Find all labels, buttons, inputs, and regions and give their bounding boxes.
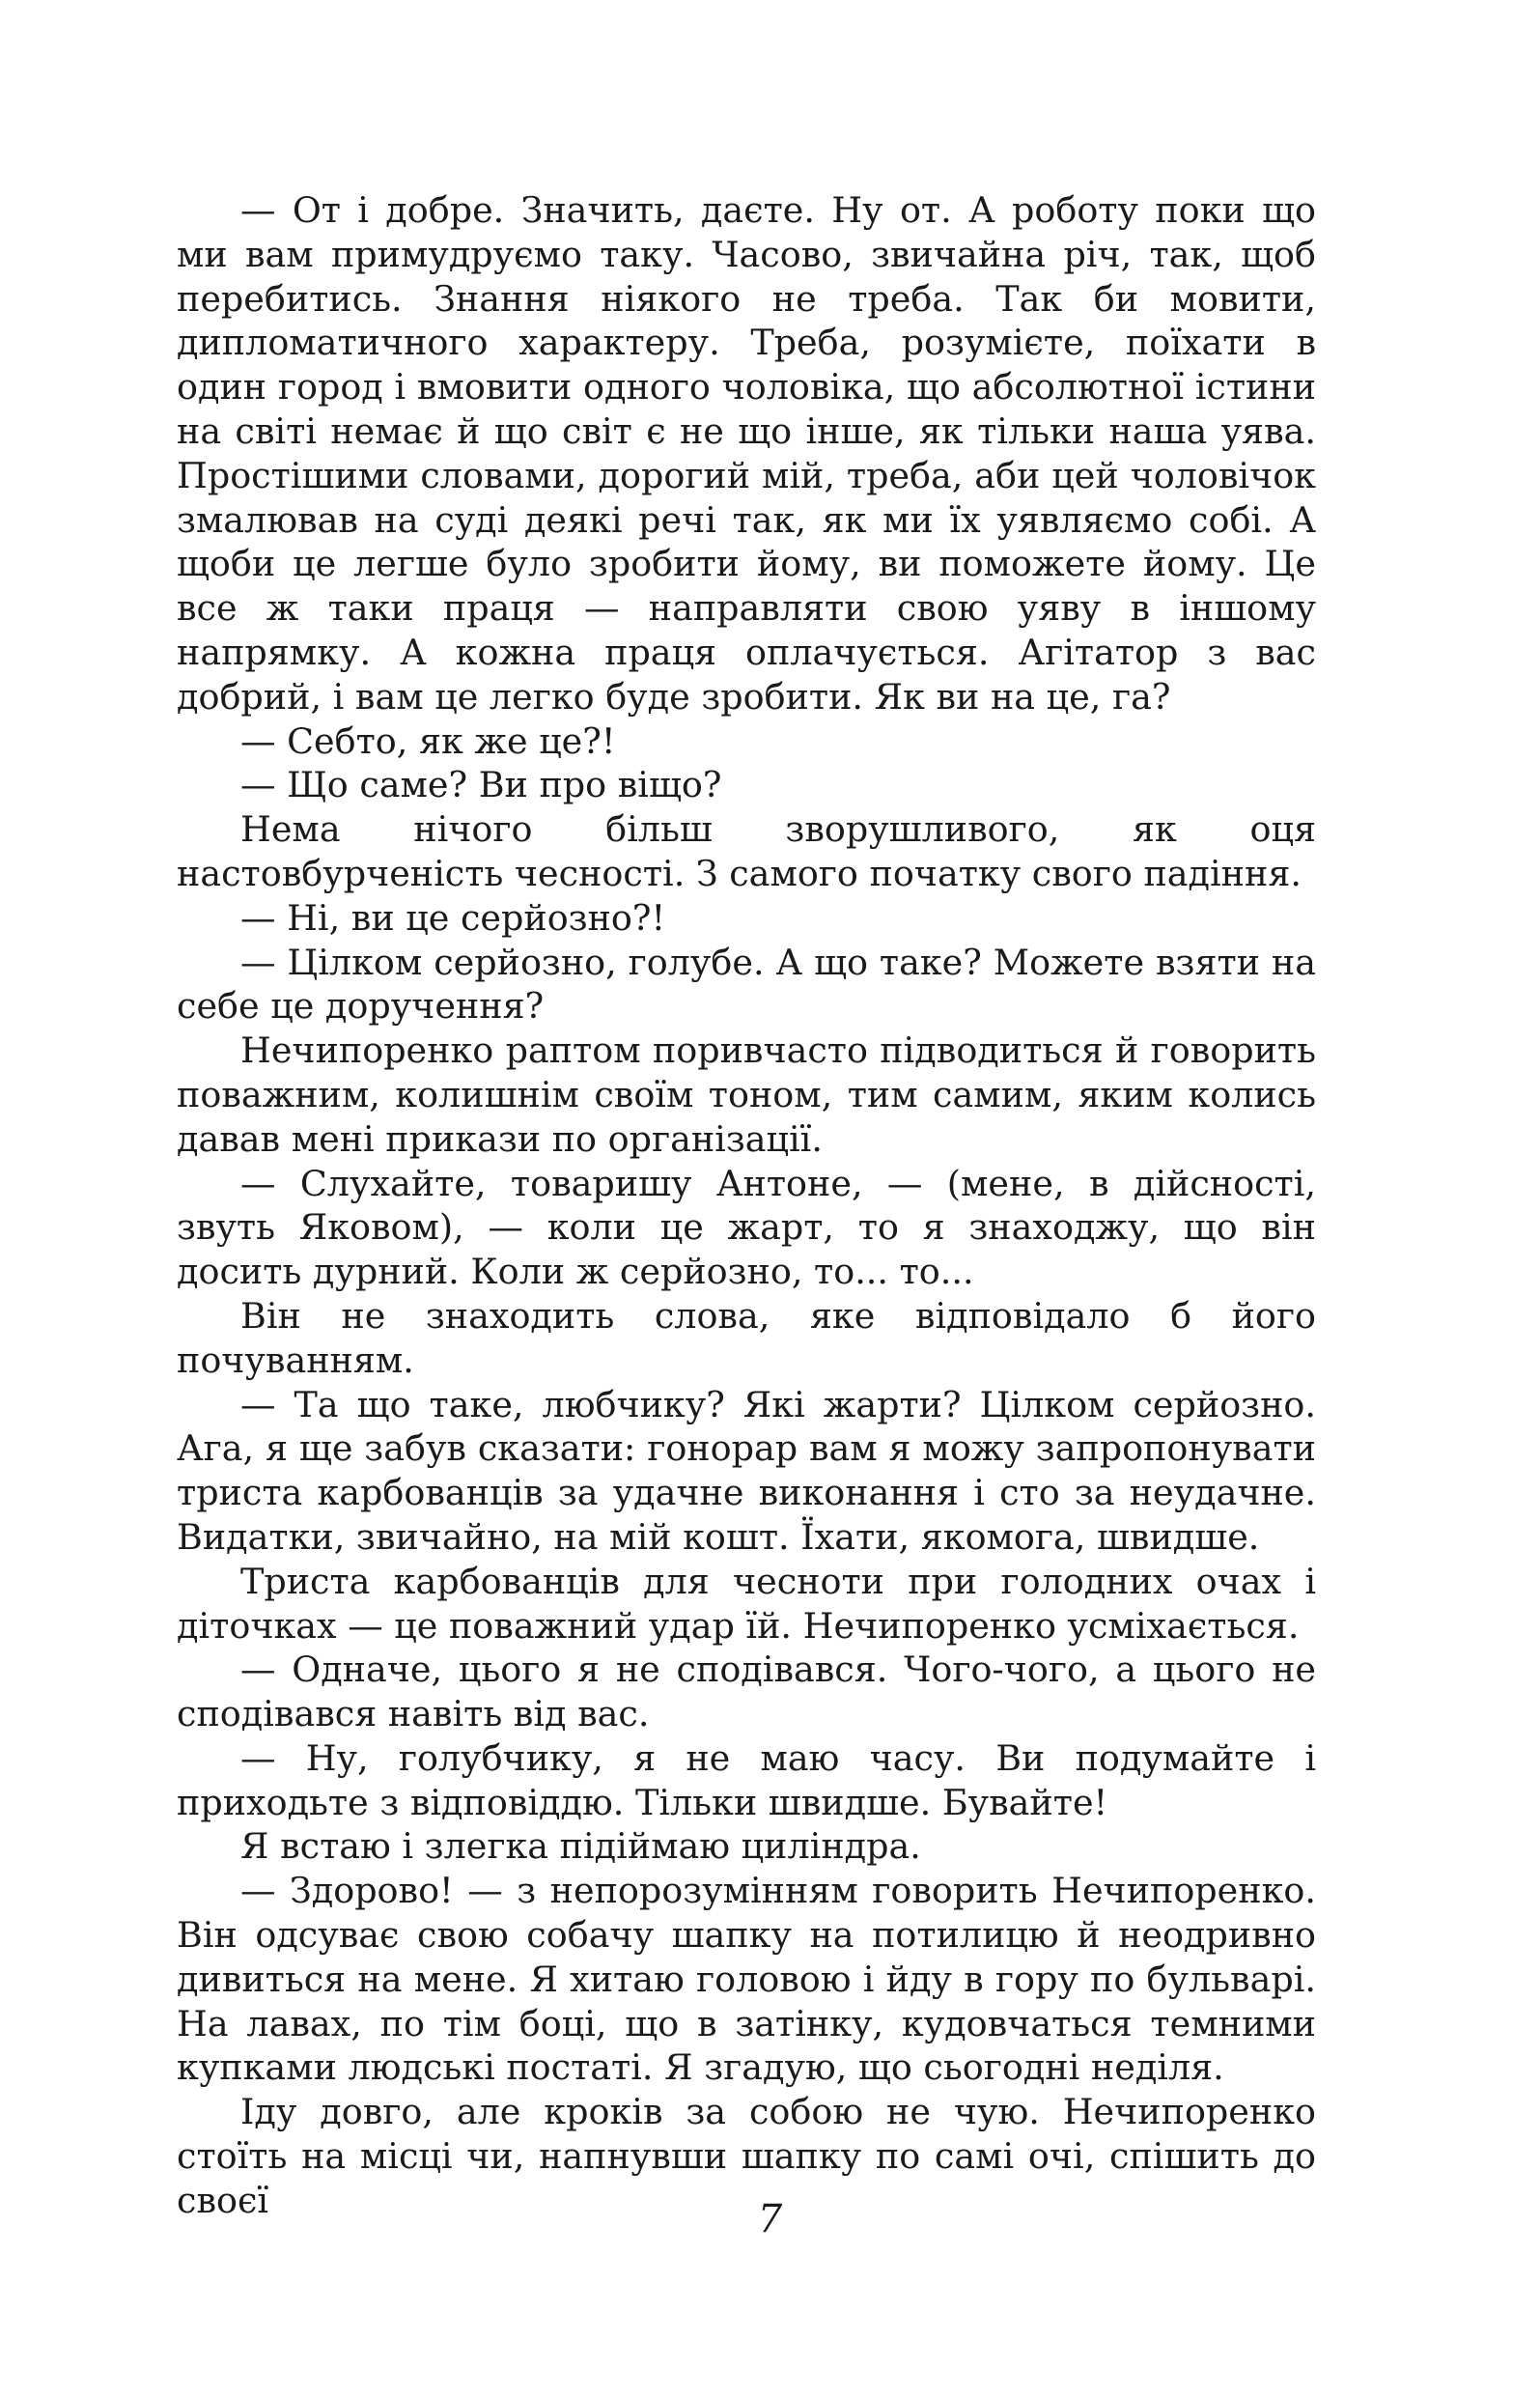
paragraph: Триста карбованців для чесноти при голодних очах і діточках — це поважний удар їй. Нечипоренко усміхається. — [177, 1560, 1316, 1647]
paragraph: — Цілком серйозно, голубе. А що таке? Можете взяти на себе це доручення? — [177, 941, 1316, 1028]
paragraph: — Здорово! — з непорозумінням говорить Нечипоренко. Він одсуває свою собачу шапку на потилицю й неодривно дивиться на мене. Я хитаю головою і йду в гору по бульварі. На лавах, по тім боці, що в затінку, кудовчаться темними купками людські постаті. Я згадую, що сьогодні неділя. — [177, 1870, 1316, 2089]
paragraph: — Що саме? Ви про віщо? — [240, 764, 722, 806]
paragraph: — Слухайте, товаришу Антоне, — (мене, в дійсності, звуть Яковом), — коли це жарт, то я знаходжу, що він досить дурний. Коли ж серйозно, то... то... — [177, 1162, 1316, 1293]
body-text — [177, 188, 1316, 2223]
paragraph: — От і добре. Значить, даєте. Ну от. А роботу поки що ми вам примудруємо таку. Часово, звичайна річ, так, щоб перебитись. Знання ніякого не треба. Так би мовити, дипломатичного характеру. Треба, розумієте, поїхати в один город і вмовити одного чоловіка, що абсолютної істини на світі немає й що світ є не що інше, як тільки наша уява. Простішими словами, дорогий мій, треба, аби цей чоловічок змалював на суді деякі речі так, як ми їх уявляємо собі. А щоби це легше було зробити йому, ви поможете йому. Це все ж таки праця — направляти свою уяву в іншому напрямку. А кожна праця оплачується. Агітатор з вас добрий, і вам це легко буде зробити. Як ви на це, га? — [177, 189, 1316, 718]
paragraph: — Ні, ви це серйозно?! — [240, 896, 666, 939]
paragraph: — Та що таке, любчику? Які жарти? Цілком серйозно. Ага, я ще забув сказати: гонорар вам я можу запропонувати триста карбованців за удачне виконання і сто за неудачне. Видатки, звичайно, на мій кошт. Їхати, якомога, швидше. — [177, 1383, 1316, 1558]
paragraph: Нема нічого більш зворушливого, як оця настовбурченість чесності. З самого початку свого падіння. — [177, 808, 1316, 894]
paragraph: Іду довго, але кроків за собою не чую. Нечипоренко стоїть на місці чи, напнувши шапку по самі очі, спішить до своєї — [177, 2091, 1316, 2221]
paragraph: — Себто, як же це?! — [240, 719, 616, 762]
paragraph: — Одначе, цього я не сподівався. Чого-чого, а цього не сподівався навіть від вас. — [177, 1649, 1316, 1735]
paragraph: Я встаю і злегка підіймаю циліндра. — [240, 1825, 921, 1868]
paragraph: Він не знаходить слова, яке відповідало б його почуванням. — [177, 1294, 1316, 1381]
page-number: 7 — [757, 2197, 783, 2241]
paragraph: Нечипоренко раптом поривчасто підводиться й говорить поважним, колишнім своїм тоном, тим самим, яким колись давав мені прикази по організації. — [177, 1029, 1316, 1160]
paragraph: — Ну, голубчику, я не маю часу. Ви подумайте і приходьте з відповіддю. Тільки швидше. Бувайте! — [177, 1736, 1316, 1823]
